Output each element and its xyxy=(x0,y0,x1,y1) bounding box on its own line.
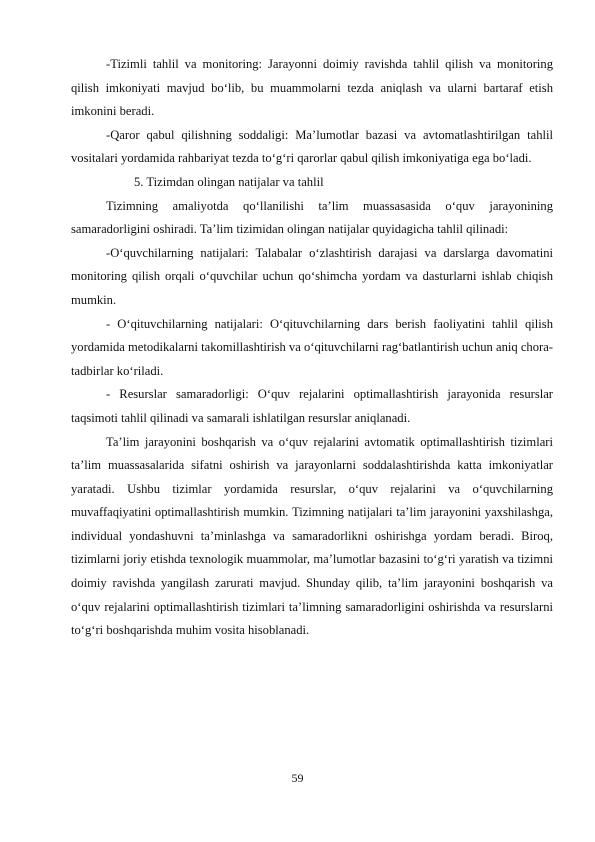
section-heading: 5. Tizimdan olingan natijalar va tahlil xyxy=(134,174,324,189)
paragraph-decision-making: -Qaror qabul qilishning soddaligi: Ma’lumotlar bazasi va avtomatlashtirilgan tahlil vositalari yordamida rahbariyat tezda to‘g‘ri qarorlar qabul qilish imkoniyatiga ega bo‘ladi. xyxy=(71,127,553,166)
paragraph-system-application: Tizimning amaliyotda qo‘llanilishi ta’lim muassasasida o‘quv jarayonining samaradorligini oshiradi. Ta’lim tizimidan olingan natijalar quyidagicha tahlil qilinadi: xyxy=(71,198,553,237)
paragraph-teacher-results: - O‘qituvchilarning natijalari: O‘qituvchilarning dars berish faoliyatini tahlil qilish yordamida metodikalarni takomillashtirish va o‘qituvchilarni rag‘batlantirish uchun aniq chora-tadbirlar ko‘riladi. xyxy=(71,316,553,378)
page-number: 59 xyxy=(291,771,304,785)
paragraph-student-results: -O‘quvchilarning natijalari: Talabalar o‘zlashtirish darajasi va darslarga davomatini monitoring qilish orqali o‘quvchilar uchun qo‘shimcha yordam va dasturlarni ishlab chiqish mumkin. xyxy=(71,245,553,307)
document-body xyxy=(71,53,553,643)
paragraph-conclusion: Ta’lim jarayonini boshqarish va o‘quv rejalarini avtomatik optimallashtirish tizimlari ta’lim muassasalarida sifatni oshirish va jarayonlarni soddalashtirishda katta imkoniyatlar yaratadi. Ushbu tizimlar yordamida resurslar, o‘quv rejalarini va o‘quvchilarning muvaffaqiyatini optimallashtirish mumkin. Tizimning natijalari ta’lim jarayonini yaxshilashga, individual yondashuvni ta’minlashga va samaradorlikni oshirishga yordam beradi. Biroq, tizimlarni joriy etishda texnologik muammolar, ma’lumotlar bazasini to‘g‘ri yaratish va tizimni doimiy ravishda yangilash zarurati mavjud. Shunday qilib, ta’lim jarayonini boshqarish va o‘quv rejalarini optimallashtirish tizimlari ta’limning samaradorligini oshirishda va resurslarni to‘g‘ri boshqarishda muhim vosita hisoblanadi. xyxy=(71,434,553,638)
paragraph-monitoring: -Tizimli tahlil va monitoring: Jarayonni doimiy ravishda tahlil qilish va monitoring qilish imkoniyati mavjud bo‘lib, bu muammolarni tezda aniqlash va ularni bartaraf etish imkonini beradi. xyxy=(71,57,553,119)
paragraph-resource-efficiency: - Resurslar samaradorligi: O‘quv rejalarini optimallashtirish jarayonida resurslar taqsimoti tahlil qilinadi va samarali ishlatilgan resurslar aniqlanadi. xyxy=(71,387,553,425)
